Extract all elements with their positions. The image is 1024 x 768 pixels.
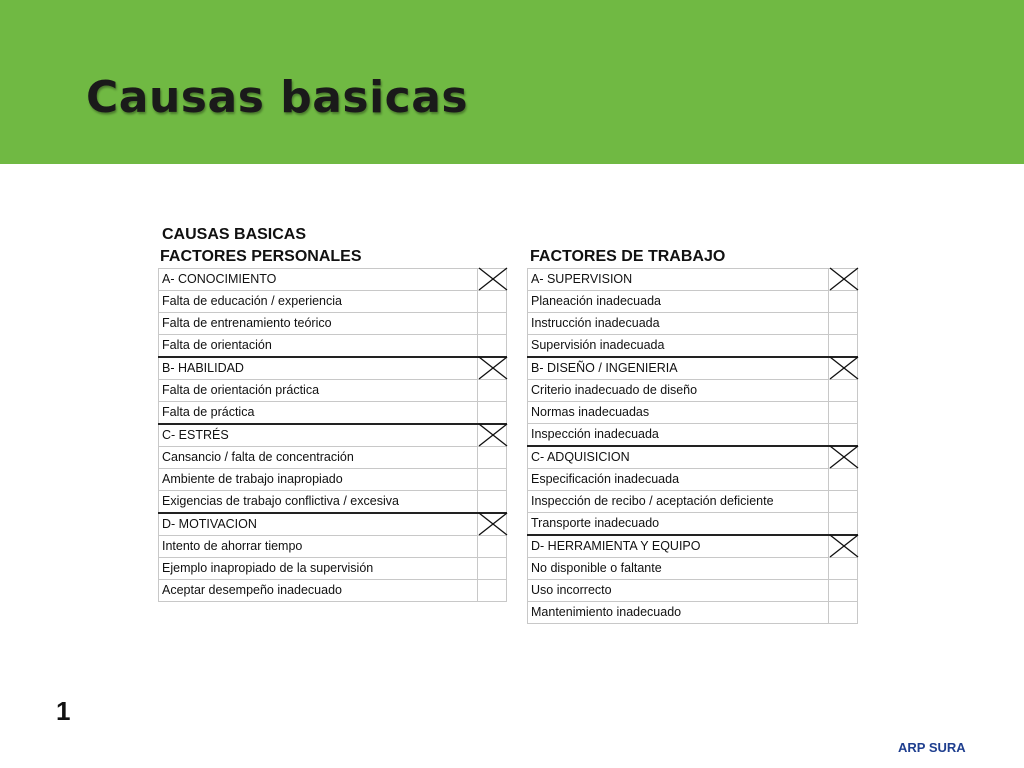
- check-cell: [478, 291, 507, 313]
- check-cell: [829, 535, 858, 558]
- check-cell: [829, 313, 858, 335]
- cause-label: Cansancio / falta de concentración: [159, 447, 478, 469]
- cause-label: Falta de orientación: [159, 335, 478, 358]
- check-cell: [829, 357, 858, 380]
- cause-label: Uso incorrecto: [528, 580, 829, 602]
- cause-label: Mantenimiento inadecuado: [528, 602, 829, 624]
- table-row: [528, 335, 858, 358]
- x-mark-icon: [478, 512, 508, 536]
- category-label: D- HERRAMIENTA Y EQUIPO: [528, 535, 829, 558]
- cause-label: Exigencias de trabajo conflictiva / excesiva: [159, 491, 478, 514]
- cause-label: Aceptar desempeño inadecuado: [159, 580, 478, 602]
- check-cell: [829, 602, 858, 624]
- check-cell: [478, 513, 507, 536]
- cause-label: Supervisión inadecuada: [528, 335, 829, 358]
- check-cell: [478, 536, 507, 558]
- work-factors-table: [527, 268, 858, 624]
- table-row: [159, 536, 507, 558]
- category-label: A- SUPERVISION: [528, 269, 829, 291]
- check-cell: [829, 335, 858, 358]
- table-row: [528, 580, 858, 602]
- category-row: [159, 424, 507, 447]
- table-row: [159, 469, 507, 491]
- cause-label: Planeación inadecuada: [528, 291, 829, 313]
- table-row: [159, 447, 507, 469]
- category-label: B- DISEÑO / INGENIERIA: [528, 357, 829, 380]
- table-row: [528, 424, 858, 447]
- x-mark-icon: [478, 356, 508, 380]
- table-title: CAUSAS BASICAS: [162, 226, 307, 243]
- cause-label: Ambiente de trabajo inapropiado: [159, 469, 478, 491]
- cause-label: Falta de orientación práctica: [159, 380, 478, 402]
- cause-label: Especificación inadecuada: [528, 469, 829, 491]
- x-mark-icon: [478, 423, 508, 447]
- x-mark-icon: [829, 356, 859, 380]
- table-row: [528, 291, 858, 313]
- table-row: [159, 580, 507, 602]
- table-row: [159, 402, 507, 425]
- cause-label: Inspección de recibo / aceptación deficiente: [528, 491, 829, 513]
- table-row: [528, 402, 858, 424]
- cause-label: Criterio inadecuado de diseño: [528, 380, 829, 402]
- slide-number: 1: [56, 696, 71, 726]
- cause-label: Falta de práctica: [159, 402, 478, 425]
- category-row: [159, 357, 507, 380]
- category-row: [528, 446, 858, 469]
- brand-label: ARP SURA: [898, 740, 966, 755]
- cause-label: Falta de educación / experiencia: [159, 291, 478, 313]
- check-cell: [829, 513, 858, 536]
- check-cell: [478, 424, 507, 447]
- category-row: [528, 357, 858, 380]
- table-row: [159, 491, 507, 514]
- category-row: [159, 269, 507, 291]
- category-label: A- CONOCIMIENTO: [159, 269, 478, 291]
- check-cell: [829, 402, 858, 424]
- cause-label: Transporte inadecuado: [528, 513, 829, 536]
- cause-label: No disponible o faltante: [528, 558, 829, 580]
- x-mark-icon: [829, 267, 859, 291]
- check-cell: [478, 335, 507, 358]
- table-row: [159, 291, 507, 313]
- cause-label: Instrucción inadecuada: [528, 313, 829, 335]
- check-cell: [478, 469, 507, 491]
- category-row: [159, 513, 507, 536]
- check-cell: [478, 380, 507, 402]
- table-row: [159, 313, 507, 335]
- table-row: [528, 313, 858, 335]
- check-cell: [478, 558, 507, 580]
- check-cell: [478, 313, 507, 335]
- check-cell: [478, 580, 507, 602]
- table-row: [528, 380, 858, 402]
- personal-factors-heading: FACTORES PERSONALES: [160, 248, 362, 265]
- check-cell: [829, 491, 858, 513]
- check-cell: [478, 269, 507, 291]
- check-cell: [829, 580, 858, 602]
- category-row: [528, 535, 858, 558]
- cause-label: Inspección inadecuada: [528, 424, 829, 447]
- category-label: B- HABILIDAD: [159, 357, 478, 380]
- check-cell: [829, 469, 858, 491]
- x-mark-icon: [829, 445, 859, 469]
- check-cell: [829, 269, 858, 291]
- check-cell: [829, 380, 858, 402]
- table-row: [159, 558, 507, 580]
- check-cell: [829, 446, 858, 469]
- category-label: D- MOTIVACION: [159, 513, 478, 536]
- slide-title: Causas basicas: [86, 72, 469, 123]
- cause-label: Ejemplo inapropiado de la supervisión: [159, 558, 478, 580]
- cause-label: Normas inadecuadas: [528, 402, 829, 424]
- table-row: [528, 513, 858, 536]
- check-cell: [478, 402, 507, 425]
- x-mark-icon: [829, 534, 859, 558]
- category-row: [528, 269, 858, 291]
- work-factors-heading: FACTORES DE TRABAJO: [530, 248, 726, 265]
- check-cell: [478, 491, 507, 514]
- check-cell: [829, 424, 858, 447]
- table-row: [159, 380, 507, 402]
- category-label: C- ESTRÉS: [159, 424, 478, 447]
- check-cell: [829, 291, 858, 313]
- cause-label: Intento de ahorrar tiempo: [159, 536, 478, 558]
- x-mark-icon: [478, 267, 508, 291]
- table-row: [528, 602, 858, 624]
- table-row: [528, 558, 858, 580]
- cause-label: Falta de entrenamiento teórico: [159, 313, 478, 335]
- check-cell: [829, 558, 858, 580]
- check-cell: [478, 357, 507, 380]
- table-row: [528, 491, 858, 513]
- check-cell: [478, 447, 507, 469]
- personal-factors-table: [158, 268, 507, 602]
- table-row: [528, 469, 858, 491]
- category-label: C- ADQUISICION: [528, 446, 829, 469]
- table-row: [159, 335, 507, 358]
